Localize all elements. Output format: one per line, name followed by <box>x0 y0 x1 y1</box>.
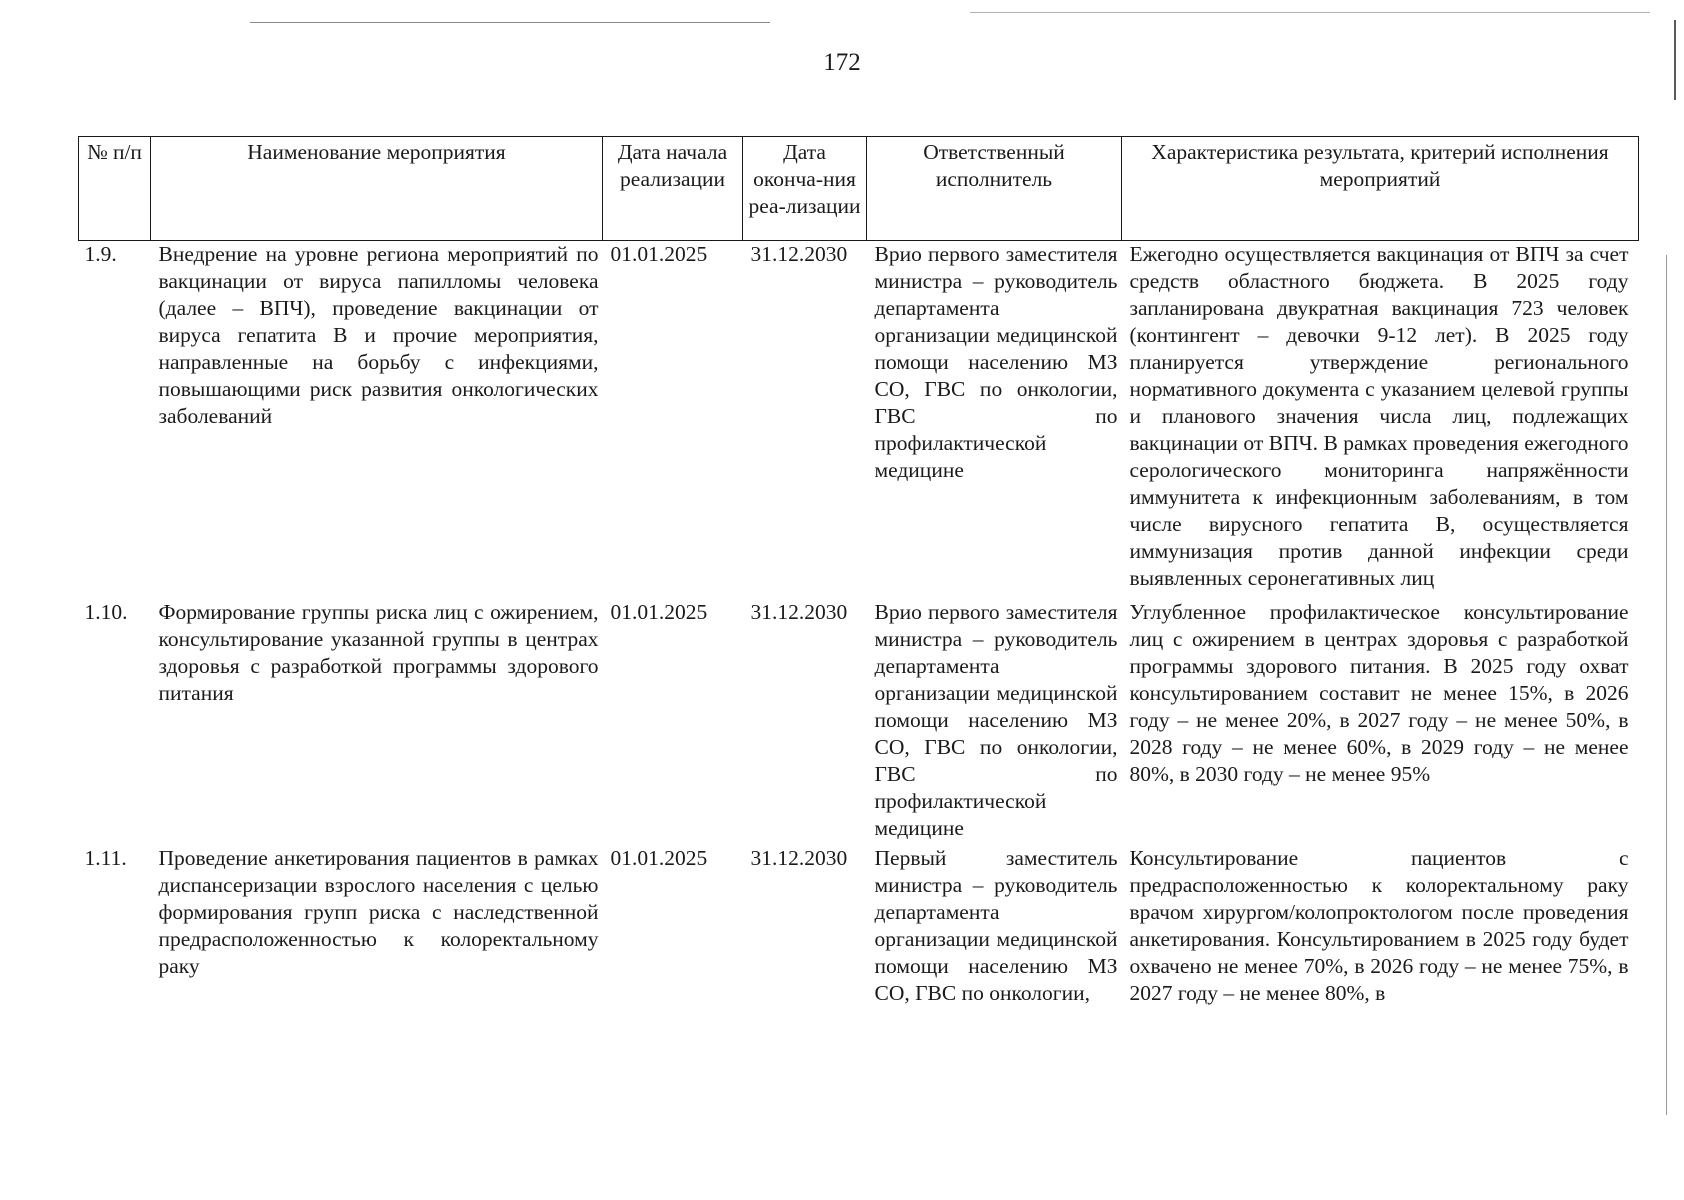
row-name: Внедрение на уровне региона мероприятий по вакцинации от вируса папилломы человека (далее – ВПЧ), проведение вакцинации от вируса гепатита В и прочие мероприятия, направленные на борьбу с инфекциями, повышающими риск развития онкологических заболеваний <box>158 242 599 428</box>
scan-artifact-edge <box>1666 255 1667 1115</box>
measures-table <box>78 136 1639 1007</box>
table-row <box>79 599 1639 845</box>
row-start-date: 01.01.2025 <box>610 599 708 624</box>
row-executor: Первый заместитель министра – руководитель департамента организации медицинской помощи населению МЗ СО, ГВС по онкологии, <box>874 845 1118 1005</box>
table-header <box>79 137 1639 241</box>
row-start-date: 01.01.2025 <box>610 242 708 266</box>
row-num: 1.9. <box>84 242 117 266</box>
row-end-date: 31.12.2030 <box>750 242 848 266</box>
scan-artifact-line <box>970 12 1650 13</box>
table-body <box>79 241 1639 1007</box>
row-num: 1.11. <box>84 845 127 870</box>
row-end-date: 31.12.2030 <box>750 599 848 624</box>
row-num: 1.10. <box>84 599 128 624</box>
header-row <box>79 137 1639 241</box>
header-start-date: Дата начала реализации <box>603 137 743 241</box>
row-end-date: 31.12.2030 <box>750 845 848 870</box>
header-end-date: Дата оконча-ния реа-лизации <box>743 137 867 241</box>
row-name: Формирование группы риска лиц с ожирением, консультирование указанной группы в центрах здоровья с разработкой программы здорового питания <box>158 599 599 705</box>
table-row <box>79 845 1639 1007</box>
scan-artifact-line <box>250 22 770 23</box>
header-name: Наименование мероприятия <box>151 137 603 241</box>
row-name: Проведение анкетирования пациентов в рамках диспансеризации взрослого населения с целью формирования групп риска с наследственной предрасположенностью к колоректальному раку <box>158 845 599 978</box>
row-result: Консультирование пациентов с предрасположенностью к колоректальному раку врачом хирургом/колопроктологом после проведения анкетирования. Консультированием в 2025 году будет охвачено не менее 70%, в 2026 году – не менее 75%, в 2027 году – не менее 80%, в <box>1129 845 1629 1005</box>
page-number: 172 <box>823 49 861 76</box>
row-result: Ежегодно осуществляется вакцинация от ВПЧ за счет средств областного бюджета. В 2025 году запланирована двукратная вакцинация 723 человек (контингент – девочки 9-12 лет). В 2025 году планируется утверждение регионального нормативного документа с указанием целевой группы и планового значения числа лиц, подлежащих вакцинации от ВПЧ. В рамках проведения ежегодного серологического мониторинга напряжённости иммунитета к инфекционным заболеваниям, в том числе вирусного гепатита В, осуществляется иммунизация против данной инфекции среди выявленных серонегативных лиц <box>1129 242 1629 590</box>
header-executor: Ответственный исполнитель <box>867 137 1122 241</box>
header-num: № п/п <box>79 137 151 241</box>
row-executor: Врио первого заместителя министра – руководитель департамента организации медицинской помощи населению МЗ СО, ГВС по онкологии, ГВС по профилактической медицине <box>874 242 1118 482</box>
row-start-date: 01.01.2025 <box>610 845 708 870</box>
header-result: Характеристика результата, критерий исполнения мероприятий <box>1122 137 1639 241</box>
row-executor: Врио первого заместителя министра – руководитель департамента организации медицинской помощи населению МЗ СО, ГВС по онкологии, ГВС по профилактической медицине <box>874 599 1118 840</box>
row-result: Углубленное профилактическое консультирование лиц с ожирением в центрах здоровья с разработкой программы здорового питания. В 2025 году охват консультированием составит не менее 15%, в 2026 году – не менее 20%, в 2027 году – не менее 50%, в 2028 году – не менее 60%, в 2029 году – не менее 80%, в 2030 году – не менее 95% <box>1129 599 1629 786</box>
table-row <box>79 241 1639 599</box>
